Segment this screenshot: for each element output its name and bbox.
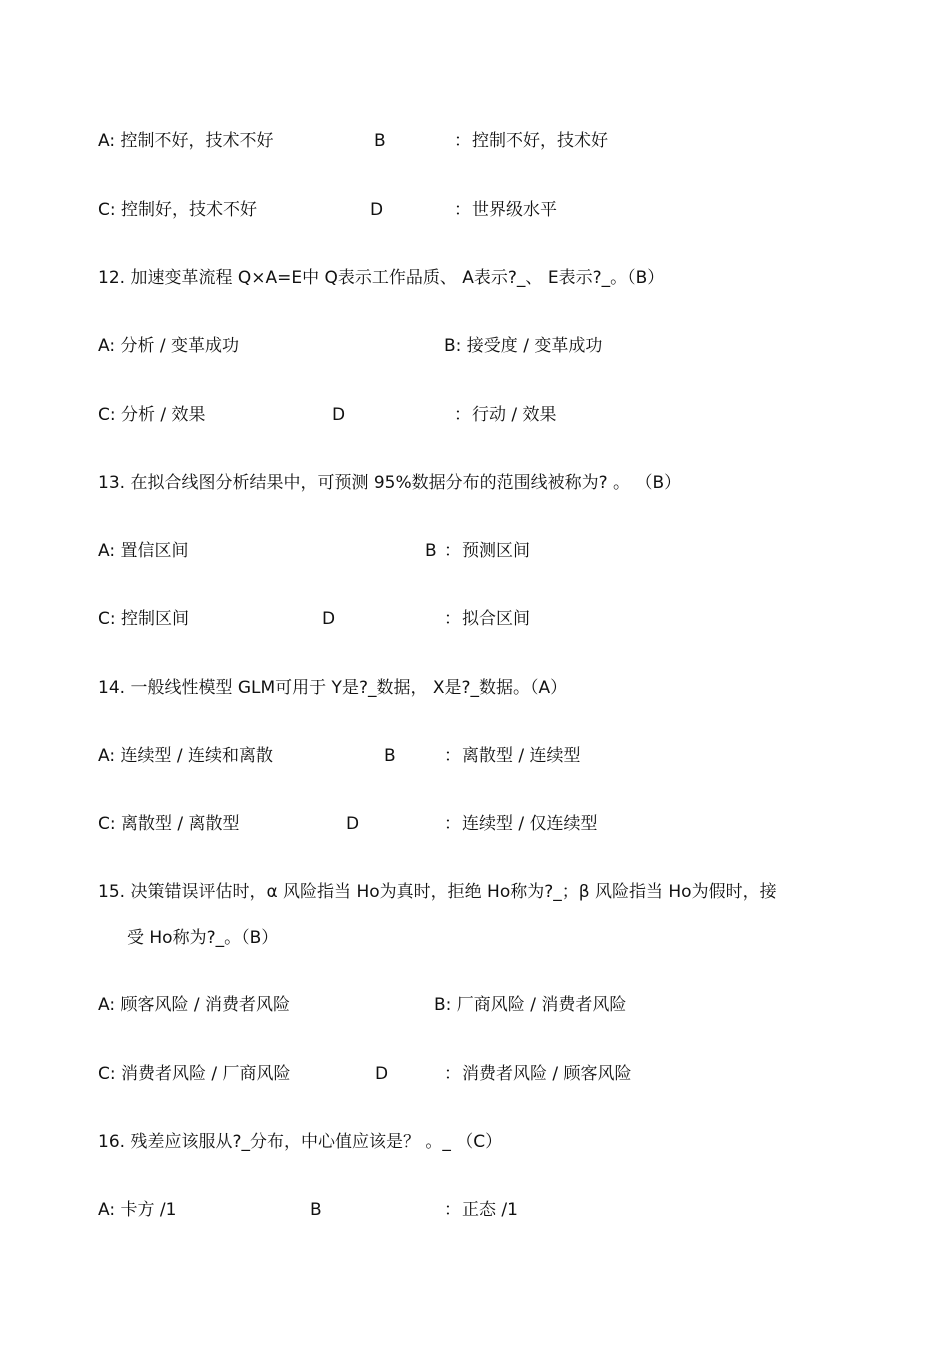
question-13: 13. 在拟合线图分析结果中，可预测 95%数据分布的范围线被称为? 。 （B） (98, 473, 682, 493)
option-a: A: 分析 / 变革成功 (98, 336, 239, 356)
option-a: A: 顾客风险 / 消费者风险 (98, 995, 290, 1015)
option-c: C: 消费者风险 / 厂商风险 (98, 1064, 291, 1084)
option-b: 预测区间 (462, 541, 530, 561)
option-c: C: 控制好，技术不好 (98, 200, 258, 220)
option-b: B: 接受度 / 变革成功 (444, 336, 603, 356)
option-b: 离散型 / 连续型 (462, 746, 581, 766)
option-a: A: 连续型 / 连续和离散 (98, 746, 273, 766)
option-d: 消费者风险 / 顾客风险 (462, 1064, 632, 1084)
question-15: 15. 决策错误评估时，α 风险指当 Ho为真时，拒绝 Ho称为?_；β 风险指当 Ho为假时，接 (98, 882, 777, 902)
option-b: B: 厂商风险 / 消费者风险 (434, 995, 627, 1015)
option-d: 连续型 / 仅连续型 (462, 814, 598, 834)
option-c: C: 控制区间 (98, 609, 190, 629)
option-b-colon: ： (444, 746, 461, 766)
option-b-label: B (384, 746, 396, 766)
option-a: A: 卡方 /1 (98, 1200, 177, 1220)
option-b-colon: ： (444, 1200, 461, 1220)
option-d-colon: ： (444, 609, 461, 629)
option-d-label: D (370, 200, 384, 220)
option-d-colon: ： (454, 200, 471, 220)
option-a: A: 控制不好，技术不好 (98, 131, 274, 151)
option-d-colon: ： (444, 814, 461, 834)
option-b-label: B (374, 131, 386, 151)
option-c: C: 离散型 / 离散型 (98, 814, 240, 834)
option-d: 世界级水平 (472, 200, 557, 220)
option-d-label: D (332, 405, 346, 425)
option-d: 行动 / 效果 (472, 405, 557, 425)
option-b-label: B (310, 1200, 322, 1220)
option-d: 拟合区间 (462, 609, 530, 629)
option-d-label: D (346, 814, 360, 834)
question-16: 16. 残差应该服从?_分布，中心值应该是？ 。_ （C） (98, 1132, 503, 1152)
option-a: A: 置信区间 (98, 541, 189, 561)
option-b: 控制不好，技术好 (472, 131, 608, 151)
option-d-colon: ： (444, 1064, 461, 1084)
option-d-label: D (322, 609, 336, 629)
option-d-colon: ： (454, 405, 471, 425)
option-c: C: 分析 / 效果 (98, 405, 206, 425)
question-15-continuation: 受 Ho称为?_。（B） (127, 928, 279, 948)
question-12: 12. 加速变革流程 Q×A=E中 Q表示工作品质、 A表示?_、 E表示?_。（B） (98, 268, 665, 288)
option-b-colon: ： (444, 541, 461, 561)
option-b-colon: ： (454, 131, 471, 151)
option-b-label: B (425, 541, 437, 561)
option-d-label: D (375, 1064, 389, 1084)
option-b: 正态 /1 (462, 1200, 518, 1220)
question-14: 14. 一般线性模型 GLM可用于 Y是?_数据， X是?_数据。（A） (98, 678, 568, 698)
